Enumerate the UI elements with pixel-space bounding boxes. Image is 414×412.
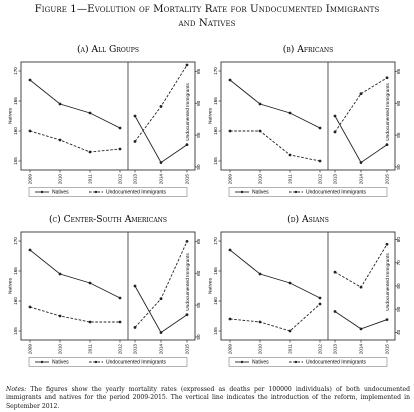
x-tick-label: 2014 [158,174,164,185]
panel-title: (b) Africans [282,44,334,55]
series-point [334,115,337,118]
series-point [59,273,62,276]
x-tick-label: 2010 [257,344,263,355]
series-point [360,327,363,330]
figure-title-line-1: Figure 1—Evolution of Mortality Rate for Undocumented Immigrants [34,4,380,15]
y-left-tick-label: 170 [13,237,18,245]
x-tick-label: 2011 [87,344,93,354]
x-tick-label: 2012 [117,344,123,355]
x-tick-label: 2014 [358,344,364,355]
series-point [89,112,92,115]
legend-swatch-dot [41,361,43,363]
legend-label: Natives [252,359,269,366]
series-point [229,130,232,133]
series-point [29,306,32,309]
legend [29,358,187,367]
legend-swatch-dot [295,361,297,363]
series-point [119,297,122,300]
series-point [134,285,137,288]
legend-label: Undocumented Immigrants [106,359,167,366]
series-line [135,241,187,327]
legend-swatch-dot [95,191,97,193]
series-point [289,112,292,115]
series-line [135,286,187,333]
x-tick-label: 2015 [384,344,390,355]
legend-label: Natives [252,189,269,196]
x-tick-label: 2011 [287,174,293,184]
y-left-axis-label: Natives [208,108,214,124]
y-right-axis-label: Undocumented Immigrants [386,253,391,311]
legend-label: Natives [52,359,69,366]
series-point [29,249,32,252]
x-tick-label: 2014 [158,344,164,355]
panel-2 [8,214,202,367]
notes-label: Notes: [6,386,27,393]
legend-swatch-dot [241,191,243,193]
series-point [59,103,62,106]
series-point [186,143,189,146]
series-point [89,282,92,285]
y-right-tick-label: 55 [196,132,201,138]
y-right-axis-label: Undocumented Immigrants [386,83,391,141]
series-point [334,131,337,134]
y-right-tick-label: 40 [396,329,401,335]
y-left-tick-label: 170 [13,67,18,75]
series-line [230,80,320,128]
y-left-tick-label: 160 [13,127,18,135]
y-left-axis-label: Natives [8,278,14,294]
series-point [160,331,163,334]
series-point [289,330,292,333]
panel-title: (a) All Groups [77,44,139,55]
x-tick-label: 2015 [184,344,190,355]
legend [29,188,187,197]
series-point [119,148,122,151]
y-right-tick-label: 50 [196,164,201,170]
y-right-tick-label: 65 [196,68,201,74]
y-left-tick-label: 155 [213,157,218,165]
series-line [30,80,120,128]
y-right-tick-label: 60 [196,270,201,276]
y-right-tick-label: 65 [396,68,401,74]
figure-notes [6,386,410,411]
series-point [334,310,337,313]
y-right-tick-label: 50 [196,334,201,340]
legend-label: Natives [52,189,69,196]
series-point [160,297,163,300]
plot-frame [221,62,395,170]
series-point [59,139,62,142]
x-tick-label: 2012 [317,174,323,185]
series-point [360,161,363,164]
series-point [229,79,232,82]
series-point [29,79,32,82]
x-tick-label: 2012 [117,174,123,185]
panel-0 [8,44,202,197]
series-point [119,321,122,324]
series-point [59,315,62,318]
y-right-tick-label: 50 [396,164,401,170]
series-point [89,321,92,324]
series-point [334,271,337,274]
y-right-tick-label: 65 [196,238,201,244]
series-point [186,313,189,316]
series-point [386,318,389,321]
plot-frame [21,232,195,340]
series-point [386,76,389,79]
figure-title-line-2: and Natives [178,18,236,29]
panel-title: (d) Asians [287,214,329,225]
legend [229,188,387,197]
y-left-tick-label: 155 [213,327,218,335]
y-right-tick-label: 60 [396,283,401,289]
y-right-tick-label: 55 [396,132,401,138]
panel-1 [208,44,402,197]
y-left-axis-label: Natives [208,278,214,294]
x-tick-label: 2014 [358,174,364,185]
legend [229,358,387,367]
x-tick-label: 2015 [184,174,190,185]
x-tick-label: 2015 [384,174,390,185]
series-point [89,151,92,154]
series-line [230,250,320,298]
series-point [386,243,389,246]
y-left-tick-label: 155 [13,327,18,335]
x-tick-label: 2009 [227,174,233,185]
x-tick-label: 2010 [257,174,263,185]
notes-text: The figures show the yearly mortality rates (expressed as deaths per 100000 individuals) of both undocumented immigrants and natives for the period 2009-2015. The vertical line indicates the introduction of the reform, implemented in September 2012. [6,386,410,410]
legend-swatch-dot [95,361,97,363]
series-point [134,140,137,143]
series-point [259,103,262,106]
y-left-tick-label: 165 [213,267,218,275]
series-point [289,282,292,285]
y-right-tick-label: 80 [396,237,401,243]
x-tick-label: 2009 [227,344,233,355]
series-point [289,154,292,157]
series-line [30,250,120,298]
series-line [30,131,120,152]
y-left-axis-label: Natives [8,108,14,124]
series-point [319,303,322,306]
y-left-tick-label: 165 [13,97,18,105]
series-point [186,64,189,67]
x-tick-label: 2013 [132,174,138,185]
panel-3 [208,214,402,367]
x-tick-label: 2011 [87,174,93,184]
legend-swatch-dot [295,191,297,193]
y-left-tick-label: 170 [213,67,218,75]
y-right-tick-label: 60 [196,100,201,106]
y-left-tick-label: 160 [213,297,218,305]
series-line [335,312,387,329]
series-point [29,130,32,133]
x-tick-label: 2012 [317,344,323,355]
legend-label: Undocumented Immigrants [306,359,367,366]
plot-frame [221,232,395,340]
y-left-tick-label: 165 [213,97,218,105]
y-right-tick-label: 50 [396,306,401,312]
series-line [335,244,387,287]
x-tick-label: 2013 [332,344,338,355]
series-point [360,92,363,95]
series-point [319,297,322,300]
x-tick-label: 2010 [57,344,63,355]
series-point [119,127,122,130]
series-line [230,304,320,331]
series-line [135,116,187,163]
x-tick-label: 2009 [27,344,33,355]
x-tick-label: 2013 [132,344,138,355]
y-left-tick-label: 160 [213,127,218,135]
series-point [319,160,322,163]
y-right-tick-label: 70 [396,260,401,266]
plot-frame [21,62,195,170]
y-right-axis-label: Undocumented Immigrants [186,253,191,311]
series-line [30,307,120,322]
panel-title: (c) Center-South Americans [48,214,168,225]
y-left-tick-label: 155 [13,157,18,165]
x-tick-label: 2013 [332,174,338,185]
series-point [160,161,163,164]
legend-swatch-dot [241,361,243,363]
series-line [335,116,387,163]
series-point [186,240,189,243]
series-point [319,127,322,130]
series-point [360,286,363,289]
series-point [386,143,389,146]
x-tick-label: 2009 [27,174,33,185]
y-left-tick-label: 165 [13,267,18,275]
series-point [160,105,163,108]
y-right-axis-label: Undocumented Immigrants [186,83,191,141]
legend-label: Undocumented Immigrants [306,189,367,196]
series-point [134,115,137,118]
legend-label: Undocumented Immigrants [106,189,167,196]
y-left-tick-label: 170 [213,237,218,245]
y-left-tick-label: 160 [13,297,18,305]
series-point [229,318,232,321]
y-right-tick-label: 60 [396,100,401,106]
legend-swatch-dot [41,191,43,193]
series-point [134,326,137,329]
series-point [259,273,262,276]
x-tick-label: 2010 [57,174,63,185]
series-line [230,131,320,161]
series-line [335,78,387,132]
series-point [259,321,262,324]
series-point [259,130,262,133]
x-tick-label: 2011 [287,344,293,354]
y-right-tick-label: 55 [196,302,201,308]
series-point [229,249,232,252]
